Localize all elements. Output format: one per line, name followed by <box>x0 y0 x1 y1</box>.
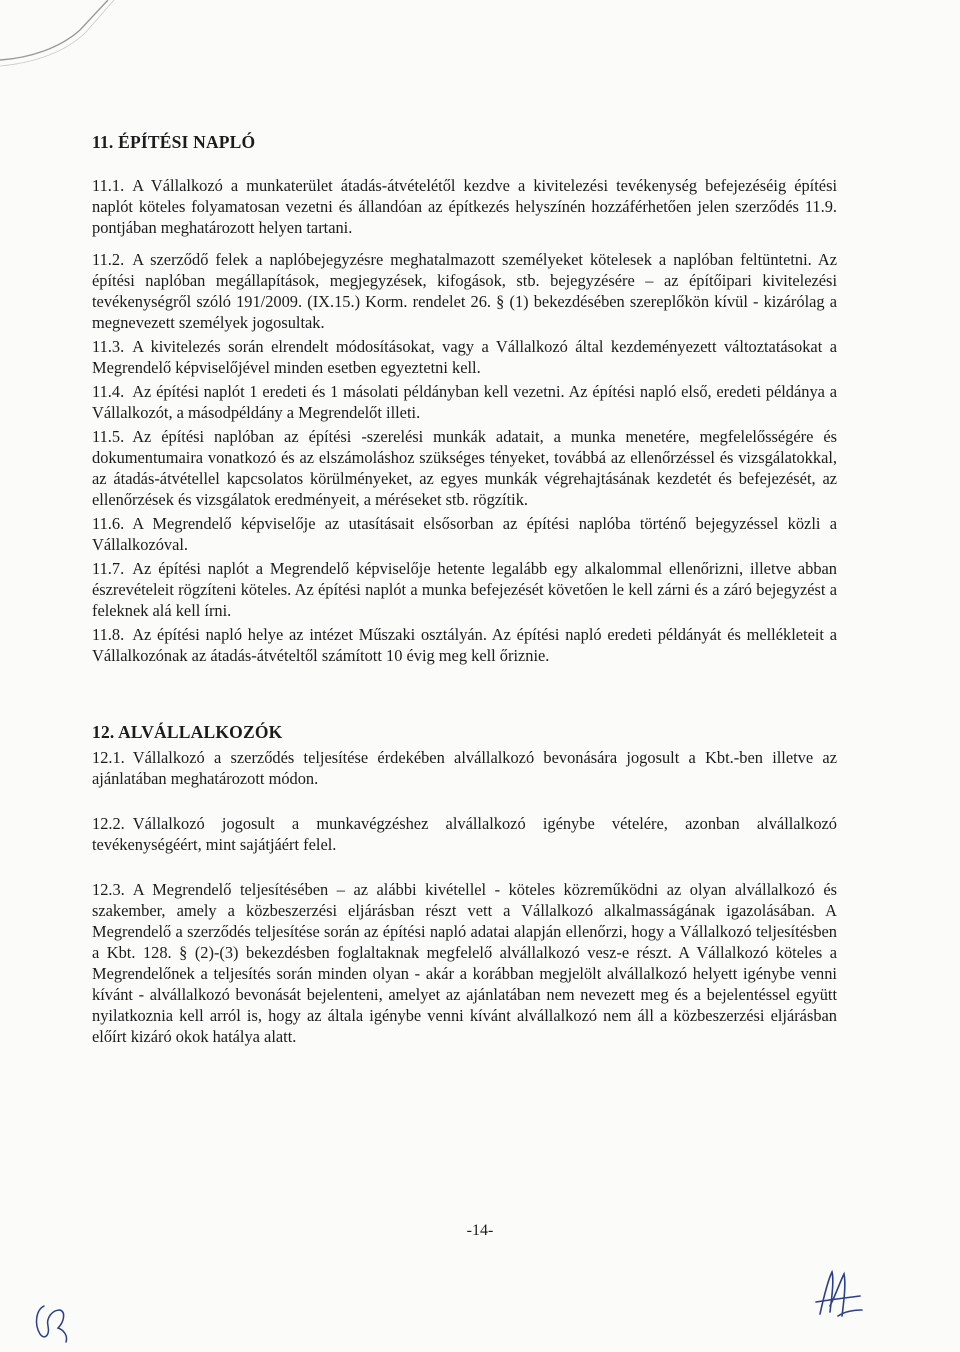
paragraph-text: Az építési napló helye az intézet Műszaki osztályán. Az építési napló eredeti példányát és mellékleteit a Vállalkozónak az átadás-átvételtől számított 10 évig meg kell őriznie. <box>92 625 837 665</box>
paragraph-text: A Vállalkozó a munkaterület átadás-átvételétől kezdve a kivitelezési tevékenység befejezéséig építési naplót köteles folyamatosan vezetni és állandóan az építkezés helyszínén hozzáférhetően jelen szerződés 11.9. pontjában meghatározott helyen tartani. <box>92 176 837 237</box>
paragraph-number: 11.4. <box>92 382 125 401</box>
paragraph-number: 11.3. <box>92 337 125 356</box>
paragraph-text: A Megrendelő képviselője az utasításait elsősorban az építési naplóba történő bejegyzéssel közli a Vállalkozóval. <box>92 514 837 554</box>
paragraph-text: A kivitelezés során elrendelt módosításokat, vagy a Vállalkozó által kezdeményezett változtatásokat a Megrendelő képviselőjével minden esetben egyeztetni kell. <box>92 337 837 377</box>
document-body <box>92 132 837 1058</box>
paragraph-12-3 <box>92 879 837 1047</box>
paragraph-11-7 <box>92 558 837 621</box>
paragraph-11-1 <box>92 175 837 238</box>
paragraph-number: 11.6. <box>92 514 125 533</box>
paragraph-11-2 <box>92 249 837 333</box>
paragraph-number: 11.8. <box>92 625 125 644</box>
paragraph-12-1 <box>92 747 837 789</box>
handwritten-initials <box>30 1296 76 1346</box>
paragraph-number: 12.1. <box>92 748 125 767</box>
paragraph-11-4 <box>92 381 837 423</box>
paragraph-number: 11.1. <box>92 176 125 195</box>
paragraph-text: Az építési naplóban az építési -szerelési munkák adatait, a munka menetére, megfelelősségére és dokumentumaira vonatkozó és az elszámoláshoz szükséges tényeket, továbbá az ellenőrzéssel és vizsgálatokkal, az átadás-átvétellel kapcsolatos körülményeket, az egyes munkák végrehajtásának kezdetét és befejezését, az ellenőrzések és vizsgálatok eredményeit, a méréseket stb. rögzítik. <box>92 427 837 509</box>
signature-mark <box>808 1266 868 1326</box>
paragraph-text: A szerződő felek a naplóbejegyzésre meghatalmazott személyeket kötelesek a naplóban feltüntetni. Az építési naplóban megállapítások, megjegyzések, kifogások, stb. bejegyzésére – az építőipari kivitelezési tevékenységről szóló 191/2009. (IX.15.) Korm. rendelet 26. § (1) bekezdésében szereplőkön kívül - kizárólag a megnevezett személyek jogosultak. <box>92 250 837 332</box>
paragraph-12-2 <box>92 813 837 855</box>
paragraph-number: 12.3. <box>92 880 125 899</box>
section-11-heading: 11. ÉPÍTÉSI NAPLÓ <box>92 132 256 152</box>
scan-edge-shadow <box>0 0 140 100</box>
paragraph-number: 11.7. <box>92 559 125 578</box>
paragraph-text: Vállalkozó jogosult a munkavégzéshez alvállalkozó igénybe vételére, azonban alvállalkozó tevékenységéért, mint sajátjáért felel. <box>92 814 837 854</box>
paragraph-text: Az építési naplót 1 eredeti és 1 másolati példányban kell vezetni. Az építési napló első, eredeti példánya a Vállalkozót, a másodpéldány a Megrendelőt illeti. <box>92 382 837 422</box>
paragraph-11-8 <box>92 624 837 666</box>
paragraph-11-3 <box>92 336 837 378</box>
paragraph-text: A Megrendelő teljesítésében – az alábbi kivétellel - köteles közreműködni az olyan alvállalkozó és szakember, amely a közbeszerzési eljárásban részt vett a Vállalkozó alkalmasságának igazolásában. A Megrendelő a szerződés teljesítése során az építési napló adatai alapján ellenőrzi, hogy a Vállalkozó teljesítésben a Kbt. 128. § (2)-(3) bekezdésben foglaltaknak megfelelő alvállalkozó vesz-e részt. A Vállalkozó köteles a Megrendelőnek a teljesítés során minden olyan - akár a korábban megjelölt alvállalkozó helyett igénybe venni kívánt - alvállalkozó bevonását bejelenteni, amelyet az ajánlatában nem nevezett meg és a bejelentéssel együtt nyilatkoznia kell arról is, hogy az általa igénybe venni kívánt alvállalkozó nem áll a közbeszerzési eljárásban előírt kizáró okok hatálya alatt. <box>92 880 837 1046</box>
paragraph-11-6 <box>92 513 837 555</box>
paragraph-number: 11.5. <box>92 427 125 446</box>
paragraph-number: 12.2. <box>92 814 125 833</box>
paragraph-text: Az építési naplót a Megrendelő képviselője hetente legalább egy alkalommal ellenőrizni, illetve abban észrevételeit rögzíteni köteles. Az építési naplót a munka befejezését követően le kell zárni és a záró bejegyzést a feleknek alá kell írni. <box>92 559 837 620</box>
paragraph-text: Vállalkozó a szerződés teljesítése érdekében alvállalkozó bevonására jogosult a Kbt.-ben illetve az ajánlatában meghatározott módon. <box>92 748 837 788</box>
paragraph-11-5 <box>92 426 837 510</box>
section-12-heading: 12. ALVÁLLALKOZÓK <box>92 722 283 742</box>
page-number: -14- <box>466 1222 494 1239</box>
paragraph-number: 11.2. <box>92 250 125 269</box>
